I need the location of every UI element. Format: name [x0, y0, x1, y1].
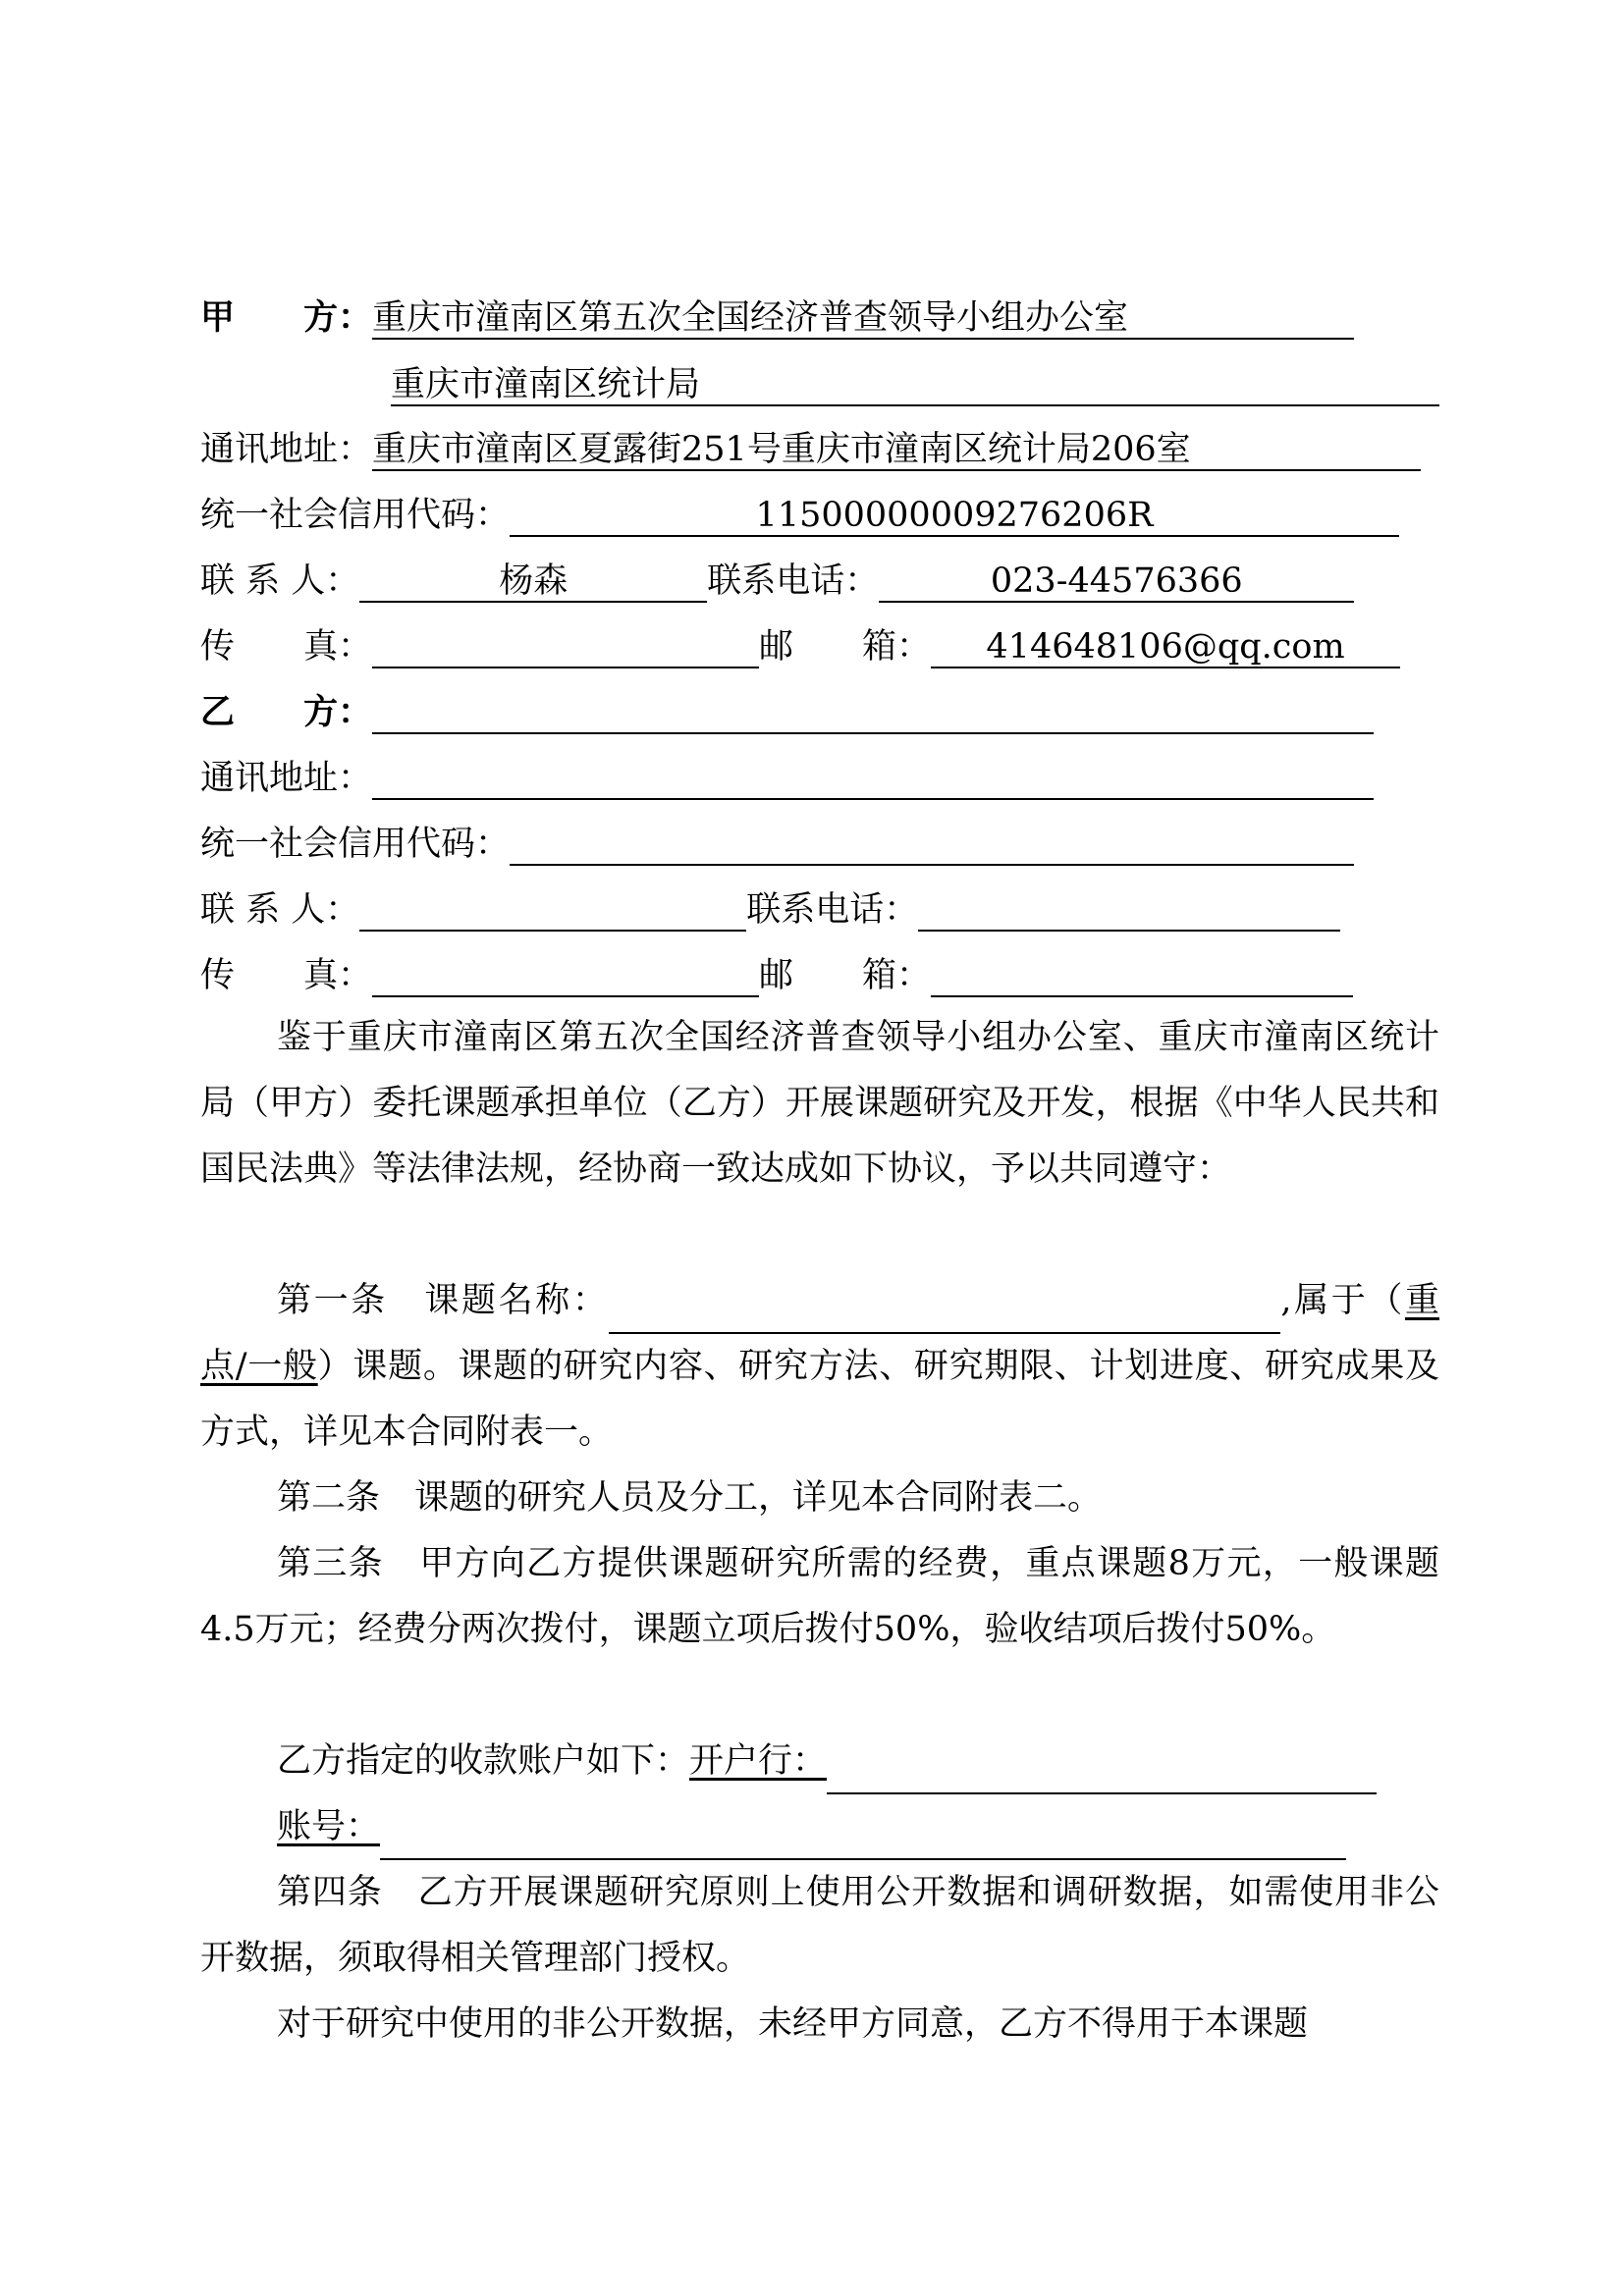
party-b-phone-field[interactable]: [918, 888, 1340, 932]
party-b-credit-field[interactable]: [510, 823, 1354, 866]
party-a-name-field[interactable]: [372, 296, 1354, 340]
account-number-field[interactable]: [380, 1813, 1346, 1860]
party-b-fax-row: [200, 942, 1353, 997]
party-a-contact: 杨森: [499, 561, 568, 601]
article-4-continuation: 对于研究中使用的非公开数据，未经甲方同意，乙方不得用于本课题: [277, 2004, 1309, 2044]
topic-level-option[interactable]: 重点/一般: [200, 1281, 1439, 1386]
party-b-address-field[interactable]: [372, 757, 1374, 800]
intro-paragraph: 鉴于重庆市潼南区第五次全国经济普查领导小组办公室、重庆市潼南区统计局（甲方）委托课题承担单位（乙方）开展课题研究及开发，根据《中华人民共和国民法典》等法律法规，经协商一致达成如下协议，予以共同遵守：: [200, 1018, 1439, 1189]
party-b-contact-label: 联 系 人：: [200, 890, 360, 930]
party-b-address-row: [200, 745, 1374, 800]
account-line: [277, 1794, 1346, 1860]
article-2-paragraph: 第二条 课题的研究人员及分工，详见本合同附表二。: [277, 1478, 1103, 1518]
party-b-label: 乙 方：: [200, 692, 373, 732]
bank-field[interactable]: [827, 1747, 1377, 1794]
party-a-fax-field[interactable]: [372, 625, 759, 668]
party-b-email-label: 邮 箱：: [759, 956, 932, 995]
party-a-credit-field[interactable]: [510, 494, 1399, 537]
article-3-paragraph: 第三条 甲方向乙方提供课题研究所需的经费，重点课题8万元，一般课题4.5万元；经费分两次拨付，课题立项后拨付50%，验收结项后拨付50%。: [200, 1544, 1439, 1649]
party-b-contact-field[interactable]: [359, 888, 746, 932]
party-a-contact-label: 联 系 人：: [200, 561, 360, 601]
party-b-fax-label: 传 真：: [200, 956, 373, 995]
party-b-phone-label: 联系电话：: [746, 890, 919, 930]
bank-label: 开户行：: [689, 1741, 828, 1781]
party-b-contact-row: [200, 877, 1340, 932]
party-a-phone-label: 联系电话：: [707, 561, 880, 601]
party-a-label: 甲 方：: [200, 297, 373, 338]
account-label: 账号：: [277, 1807, 381, 1846]
party-a-address-field[interactable]: [372, 428, 1421, 471]
article-4-paragraph: 第四条 乙方开展课题研究原则上使用公开数据和调研数据，如需使用非公开数据，须取得相关管理部门授权。: [200, 1873, 1439, 1978]
party-a-email-label: 邮 箱：: [759, 627, 932, 667]
party-a-phone: 023-44576366: [990, 561, 1243, 601]
party-b-credit-row: [200, 811, 1354, 866]
party-a-fax-label: 传 真：: [200, 627, 373, 667]
party-a-credit-code: 11500000009276206R: [755, 496, 1154, 535]
article-1-rest: ）课题。课题的研究内容、研究方法、研究期限、计划进度、研究成果及方式，详见本合同附表一。: [200, 1347, 1439, 1452]
party-a-contact-row: [200, 548, 1354, 603]
party-a-name-2: 重庆市潼南区统计局: [391, 365, 701, 404]
account-intro: 乙方指定的收款账户如下：: [277, 1741, 690, 1781]
party-a-phone-field[interactable]: [879, 560, 1354, 603]
topic-name-field[interactable]: [609, 1287, 1280, 1334]
article-1-paragraph: [200, 1268, 1439, 1466]
party-a-email-field[interactable]: [931, 625, 1400, 668]
party-b-name-field[interactable]: [372, 691, 1374, 734]
party-b-fax-field[interactable]: [372, 954, 759, 997]
party-a-fax-row: [200, 614, 1400, 668]
party-a-address-row: [200, 416, 1421, 471]
party-b-credit-label: 统一社会信用代码：: [200, 825, 511, 864]
article-1-mid: ,属于（: [1280, 1281, 1405, 1320]
party-a-email: 414648106@qq.com: [986, 627, 1345, 667]
party-a-credit-row: [200, 482, 1399, 537]
account-intro-line: [277, 1729, 1377, 1794]
party-b-row: [200, 679, 1374, 734]
party-a-name-1: 重庆市潼南区第五次全国经济普查领导小组办公室: [372, 298, 1129, 338]
party-a-row: [200, 285, 1354, 340]
party-a-address-label: 通讯地址：: [200, 430, 373, 469]
party-a-credit-label: 统一社会信用代码：: [200, 496, 511, 535]
article-1-prefix: 第一条 课题名称：: [277, 1281, 610, 1320]
party-a-contact-field[interactable]: [359, 560, 707, 603]
party-a-name-2-row: [391, 351, 1439, 406]
party-b-address-label: 通讯地址：: [200, 759, 373, 798]
party-a-address: 重庆市潼南区夏露街251号重庆市潼南区统计局206室: [372, 430, 1191, 469]
party-a-name-2-field[interactable]: [391, 363, 1439, 406]
party-b-email-field[interactable]: [931, 954, 1353, 997]
